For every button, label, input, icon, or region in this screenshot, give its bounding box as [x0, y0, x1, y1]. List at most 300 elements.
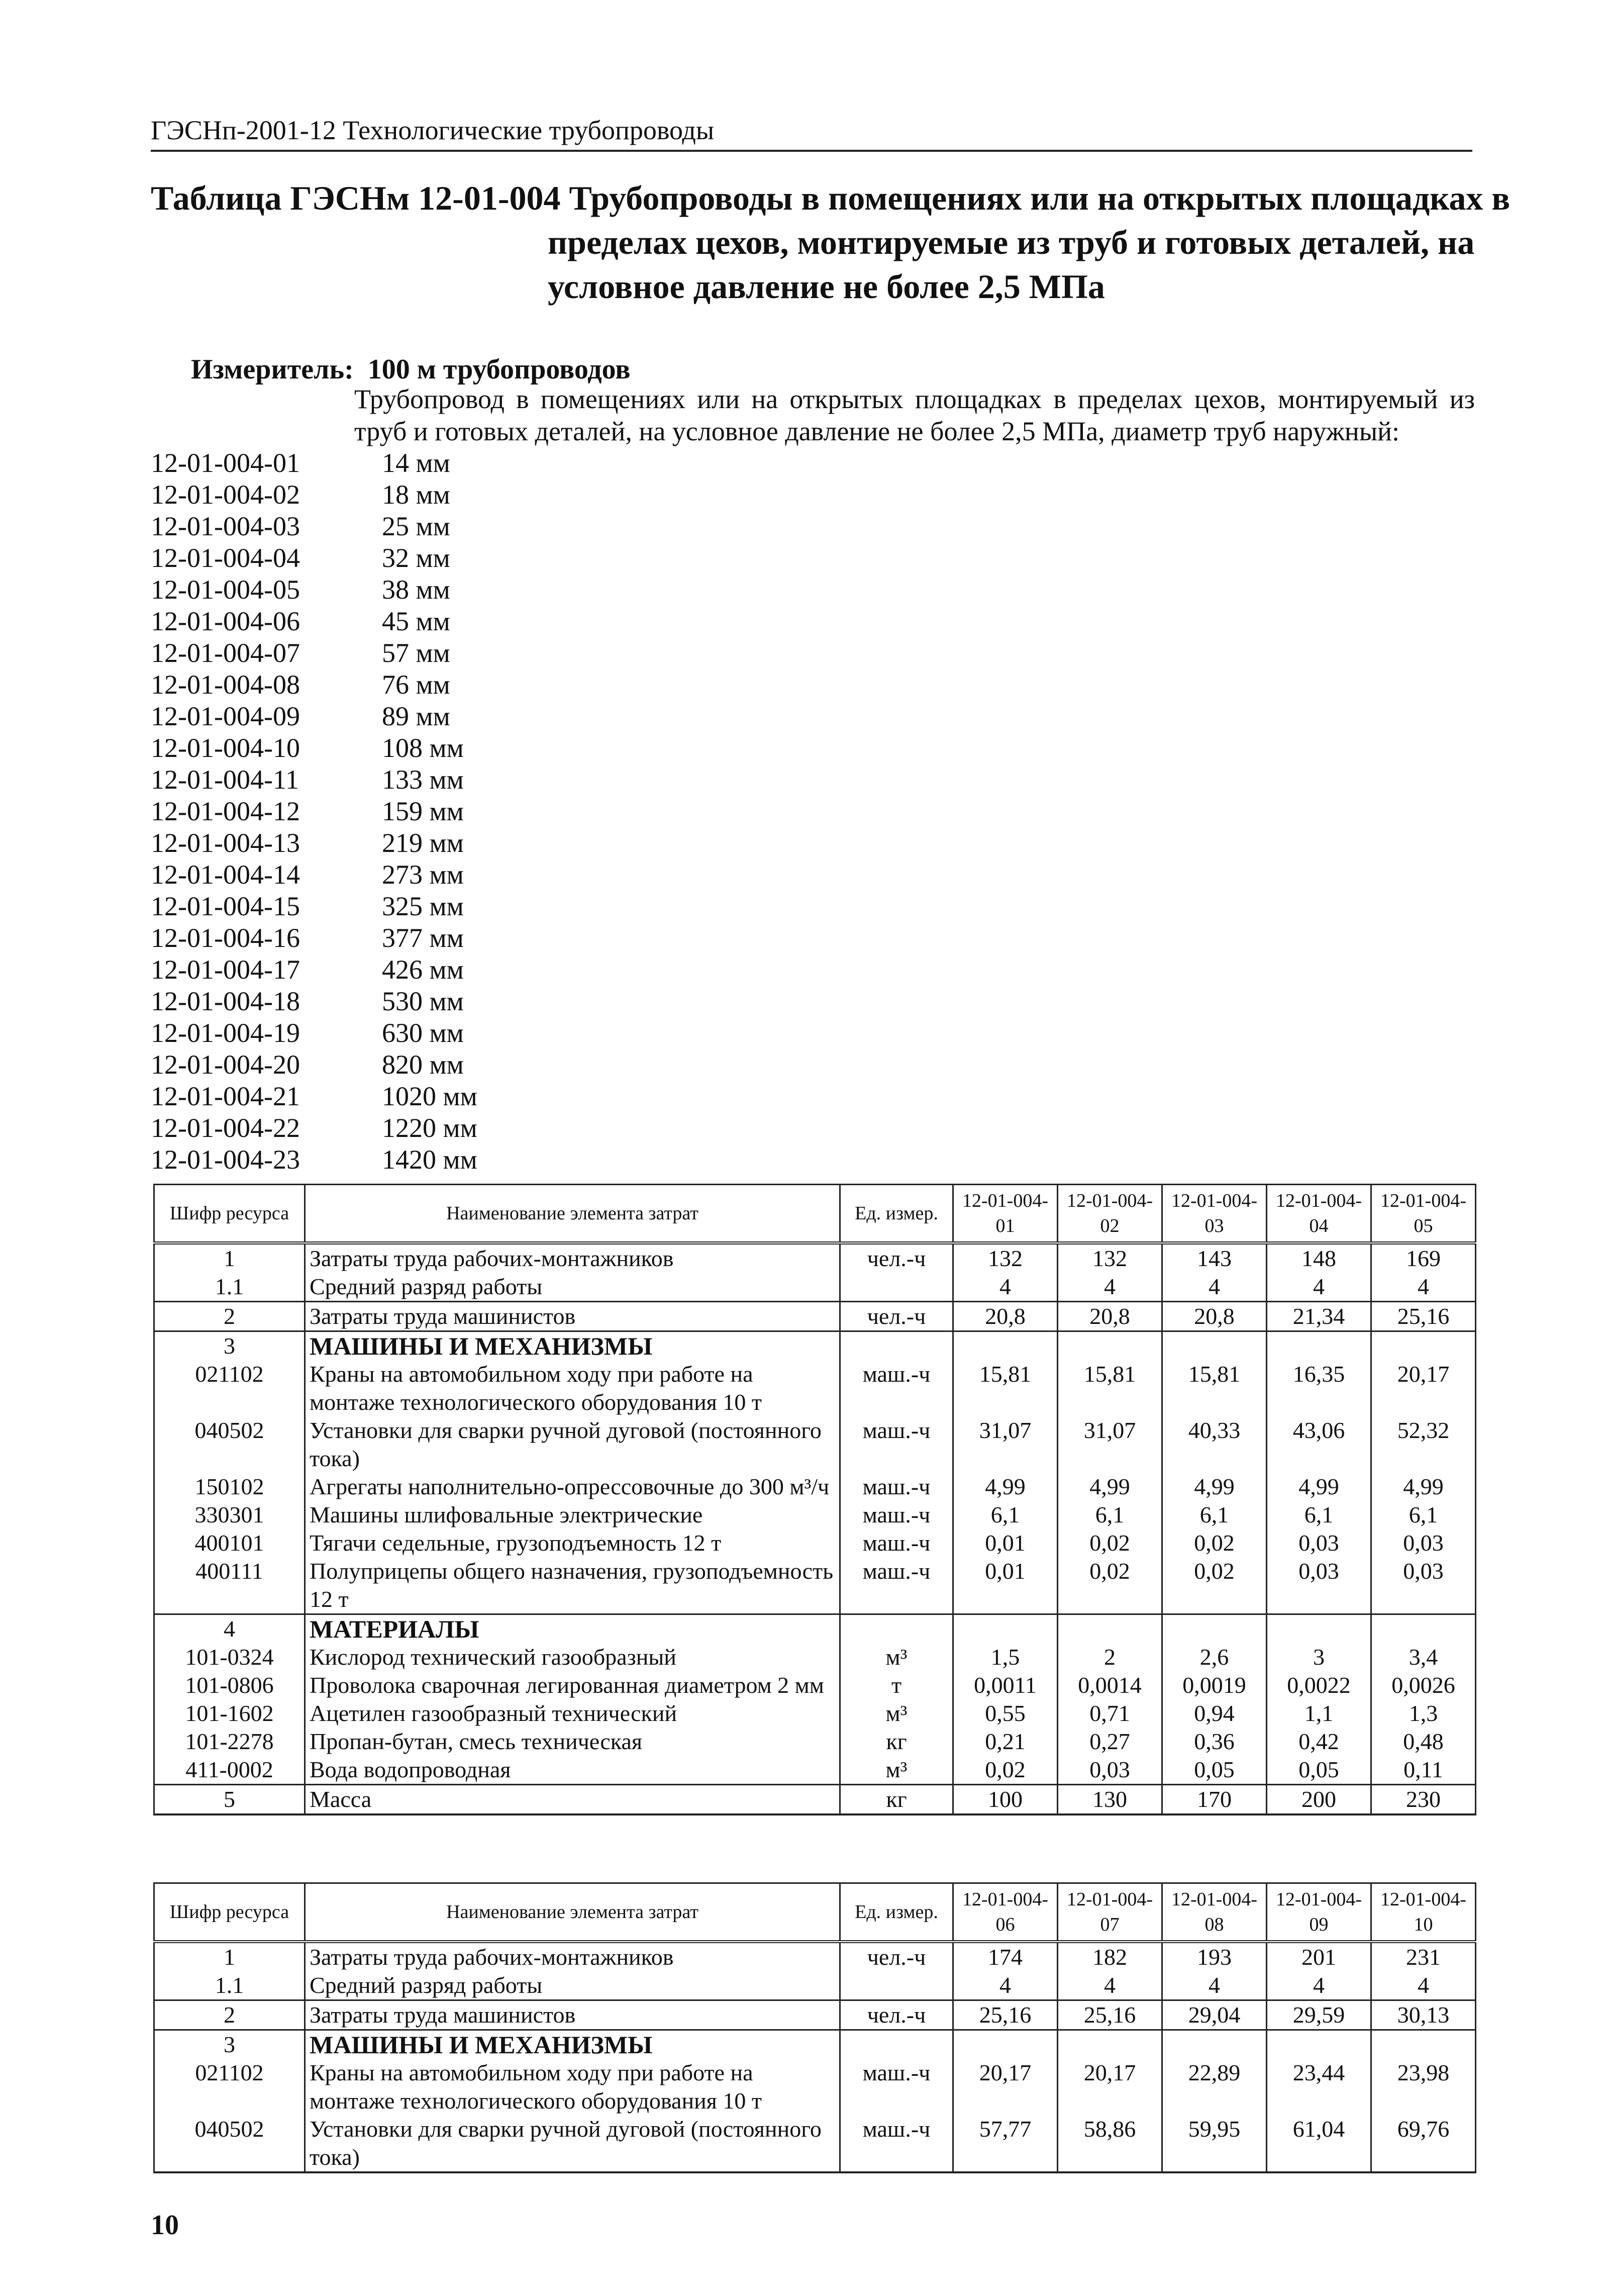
- code-list-item: [151, 1081, 653, 1112]
- resource-code: 2: [154, 1302, 305, 1331]
- code-list-item: [151, 859, 653, 891]
- unit: кг: [840, 1785, 953, 1815]
- cost-element-name: Агрегаты наполнительно-опрессовочные до 300 м³/ч: [305, 1473, 840, 1501]
- cost-element-name: Средний разряд работы: [305, 1273, 840, 1302]
- pipe-diameter: 273 мм: [382, 859, 464, 890]
- value-cell: 0,42: [1267, 1728, 1371, 1756]
- code-list-item: [151, 479, 653, 511]
- norm-code: 12-01-004-21: [151, 1081, 300, 1111]
- header-column: 12-01-004-10: [1371, 1883, 1476, 1942]
- resource-code: 021102: [154, 2059, 305, 2115]
- cost-table-1: [153, 1184, 1476, 1815]
- value-cell: 0,05: [1267, 1756, 1371, 1785]
- resource-code: 2: [154, 2000, 305, 2030]
- resource-code: 330301: [154, 1501, 305, 1529]
- value-cell: 59,95: [1162, 2115, 1267, 2172]
- value-cell: 0,01: [953, 1557, 1058, 1614]
- resource-code: 400101: [154, 1529, 305, 1557]
- cost-element-name: Тягачи седельные, грузоподъемность 12 т: [305, 1529, 840, 1557]
- resource-code: 040502: [154, 1416, 305, 1473]
- table-row: [154, 1416, 1476, 1473]
- value-cell: 20,8: [1162, 1302, 1267, 1331]
- value-cell: 1,3: [1371, 1699, 1476, 1728]
- table-row: [154, 1756, 1476, 1785]
- code-list-item: [151, 1017, 653, 1049]
- value-cell: 0,02: [1058, 1557, 1162, 1614]
- table-row: [154, 1699, 1476, 1728]
- value-cell: 3: [1267, 1643, 1371, 1671]
- cost-element-name: Вода водопроводная: [305, 1756, 840, 1785]
- code-list-item: [151, 701, 653, 732]
- norm-code: 12-01-004-16: [151, 923, 300, 953]
- code-list-item: [151, 637, 653, 669]
- norm-code: 12-01-004-19: [151, 1018, 300, 1048]
- value-cell: 0,71: [1058, 1699, 1162, 1728]
- value-cell: 25,16: [1058, 2000, 1162, 2030]
- value-cell: [1162, 1614, 1267, 1644]
- value-cell: 4,99: [1058, 1473, 1162, 1501]
- value-cell: 20,17: [953, 2059, 1058, 2115]
- table-row: [154, 2115, 1476, 2172]
- value-cell: 6,1: [1058, 1501, 1162, 1529]
- value-cell: [1267, 2030, 1371, 2059]
- value-cell: 0,48: [1371, 1728, 1476, 1756]
- norm-code: 12-01-004-05: [151, 575, 300, 605]
- value-cell: 20,8: [1058, 1302, 1162, 1331]
- norm-code-list: [151, 447, 653, 1176]
- unit: чел.-ч: [840, 1243, 953, 1273]
- meter-label: Измеритель:: [191, 354, 354, 385]
- value-cell: 15,81: [953, 1360, 1058, 1416]
- value-cell: 0,01: [953, 1529, 1058, 1557]
- code-list-item: [151, 954, 653, 986]
- code-list-item: [151, 922, 653, 954]
- meter: [191, 352, 630, 387]
- header-column: 12-01-004-04: [1267, 1185, 1371, 1243]
- value-cell: [953, 2030, 1058, 2059]
- value-cell: 0,94: [1162, 1699, 1267, 1728]
- cost-element-name: Затраты труда рабочих-монтажников: [305, 1243, 840, 1273]
- norm-code: 12-01-004-07: [151, 638, 300, 668]
- resource-code: 5: [154, 1785, 305, 1815]
- norm-code: 12-01-004-01: [151, 448, 300, 478]
- header-column: 12-01-004-09: [1267, 1883, 1371, 1942]
- table-title-label: Таблица ГЭСНм 12-01-004: [151, 179, 561, 217]
- table-row: [154, 1331, 1476, 1361]
- cost-element-name: Полуприцепы общего назначения, грузоподъемность 12 т: [305, 1557, 840, 1614]
- code-list-item: [151, 1112, 653, 1144]
- table-row: [154, 1243, 1476, 1273]
- value-cell: 16,35: [1267, 1360, 1371, 1416]
- pipe-diameter: 133 мм: [382, 764, 464, 795]
- value-cell: 0,55: [953, 1699, 1058, 1728]
- resource-code: 3: [154, 2030, 305, 2059]
- table-title-line-2: пределах цехов, монтируемые из труб и готовых деталей, на: [548, 223, 1475, 261]
- resource-code: 400111: [154, 1557, 305, 1614]
- unit: [840, 2030, 953, 2059]
- value-cell: 230: [1371, 1785, 1476, 1815]
- value-cell: [1267, 1331, 1371, 1361]
- table-row: [154, 1557, 1476, 1614]
- value-cell: 148: [1267, 1243, 1371, 1273]
- unit: маш.-ч: [840, 1360, 953, 1416]
- table-row: [154, 1360, 1476, 1416]
- value-cell: 0,02: [1162, 1557, 1267, 1614]
- unit: [840, 1273, 953, 1302]
- norm-code: 12-01-004-20: [151, 1049, 300, 1080]
- table-row: [154, 1728, 1476, 1756]
- table-row: [154, 1614, 1476, 1644]
- resource-code: 101-1602: [154, 1699, 305, 1728]
- running-header: ГЭСНп-2001-12 Технологические трубопроводы: [151, 114, 1472, 152]
- norm-code: 12-01-004-18: [151, 986, 300, 1016]
- value-cell: 132: [953, 1243, 1058, 1273]
- pipe-diameter: 630 мм: [382, 1018, 464, 1048]
- value-cell: 0,0022: [1267, 1671, 1371, 1699]
- unit: чел.-ч: [840, 2000, 953, 2030]
- norm-code: 12-01-004-13: [151, 828, 300, 858]
- pipe-diameter: 159 мм: [382, 796, 464, 826]
- value-cell: 4: [1267, 1971, 1371, 2000]
- norm-code: 12-01-004-02: [151, 480, 300, 510]
- value-cell: 143: [1162, 1243, 1267, 1273]
- pipe-diameter: 38 мм: [382, 575, 450, 605]
- value-cell: 193: [1162, 1942, 1267, 1971]
- unit: маш.-ч: [840, 1501, 953, 1529]
- resource-code: 040502: [154, 2115, 305, 2172]
- pipe-diameter: 1420 мм: [382, 1144, 477, 1175]
- value-cell: 22,89: [1162, 2059, 1267, 2115]
- value-cell: 15,81: [1162, 1360, 1267, 1416]
- code-list-item: [151, 796, 653, 827]
- value-cell: [1058, 1331, 1162, 1361]
- value-cell: [1162, 1331, 1267, 1361]
- cost-element-name: Кислород технический газообразный: [305, 1643, 840, 1671]
- norm-code: 12-01-004-10: [151, 733, 300, 763]
- unit: маш.-ч: [840, 1473, 953, 1501]
- value-cell: 4,99: [953, 1473, 1058, 1501]
- value-cell: 43,06: [1267, 1416, 1371, 1473]
- norm-code: 12-01-004-23: [151, 1144, 300, 1175]
- value-cell: 6,1: [1267, 1501, 1371, 1529]
- cost-element-name: Масса: [305, 1785, 840, 1815]
- value-cell: [1058, 2030, 1162, 2059]
- value-cell: 4,99: [1371, 1473, 1476, 1501]
- cost-element-name: Пропан-бутан, смесь техническая: [305, 1728, 840, 1756]
- unit: маш.-ч: [840, 2059, 953, 2115]
- value-cell: 0,0011: [953, 1671, 1058, 1699]
- code-list-item: [151, 764, 653, 796]
- value-cell: 58,86: [1058, 2115, 1162, 2172]
- resource-code: 1.1: [154, 1971, 305, 2000]
- value-cell: 0,05: [1162, 1756, 1267, 1785]
- table-title-line-1: Трубопроводы в помещениях или на открытых площадках в: [569, 179, 1511, 217]
- pipe-diameter: 426 мм: [382, 954, 464, 985]
- table-row: [154, 1302, 1476, 1331]
- value-cell: 20,17: [1058, 2059, 1162, 2115]
- cost-element-name: Затраты труда рабочих-монтажников: [305, 1942, 840, 1971]
- cost-element-name: Затраты труда машинистов: [305, 1302, 840, 1331]
- table-row: [154, 1501, 1476, 1529]
- value-cell: [953, 1614, 1058, 1644]
- header-name: Наименование элемента затрат: [305, 1185, 840, 1243]
- code-list-item: [151, 606, 653, 637]
- norm-code: 12-01-004-22: [151, 1113, 300, 1143]
- table-row: [154, 1529, 1476, 1557]
- code-list-item: [151, 669, 653, 701]
- value-cell: 69,76: [1371, 2115, 1476, 2172]
- value-cell: 0,02: [1162, 1529, 1267, 1557]
- pipe-diameter: 1020 мм: [382, 1081, 477, 1111]
- norm-code: 12-01-004-03: [151, 511, 300, 541]
- norm-code: 12-01-004-14: [151, 859, 300, 890]
- value-cell: 4: [1371, 1273, 1476, 1302]
- unit: м³: [840, 1756, 953, 1785]
- pipe-diameter: 76 мм: [382, 669, 450, 700]
- code-list-item: [151, 1144, 653, 1176]
- table-row: [154, 1643, 1476, 1671]
- value-cell: 4: [1267, 1273, 1371, 1302]
- value-cell: 182: [1058, 1942, 1162, 1971]
- table-header-row: [154, 1185, 1476, 1243]
- value-cell: 6,1: [1162, 1501, 1267, 1529]
- unit: маш.-ч: [840, 2115, 953, 2172]
- value-cell: [1058, 1614, 1162, 1644]
- header-column: 12-01-004-08: [1162, 1883, 1267, 1942]
- pipe-diameter: 219 мм: [382, 828, 464, 858]
- value-cell: 0,36: [1162, 1728, 1267, 1756]
- value-cell: 4: [953, 1273, 1058, 1302]
- pipe-diameter: 820 мм: [382, 1049, 464, 1080]
- value-cell: 0,03: [1267, 1529, 1371, 1557]
- pipe-diameter: 32 мм: [382, 543, 450, 573]
- pipe-diameter: 25 мм: [382, 511, 450, 541]
- value-cell: 57,77: [953, 2115, 1058, 2172]
- norm-code: 12-01-004-11: [151, 764, 299, 795]
- value-cell: 61,04: [1267, 2115, 1371, 2172]
- header-column: 12-01-004-02: [1058, 1185, 1162, 1243]
- value-cell: 3,4: [1371, 1643, 1476, 1671]
- code-list-item: [151, 447, 653, 479]
- pipe-diameter: 325 мм: [382, 891, 464, 921]
- page-number: 10: [151, 2210, 179, 2241]
- meter-value: 100 м трубопроводов: [367, 354, 631, 385]
- header-unit: Ед. измер.: [840, 1883, 953, 1942]
- value-cell: 23,98: [1371, 2059, 1476, 2115]
- header-unit: Ед. измер.: [840, 1185, 953, 1243]
- value-cell: 0,02: [1058, 1529, 1162, 1557]
- value-cell: 169: [1371, 1243, 1476, 1273]
- value-cell: 0,02: [953, 1756, 1058, 1785]
- table-row: [154, 1671, 1476, 1699]
- table-title-line-3: условное давление не более 2,5 МПа: [548, 267, 1105, 306]
- resource-code: 1: [154, 1243, 305, 1273]
- code-list-item: [151, 542, 653, 574]
- resource-code: 1.1: [154, 1273, 305, 1302]
- resource-code: 101-0324: [154, 1643, 305, 1671]
- value-cell: 201: [1267, 1942, 1371, 1971]
- value-cell: 4: [1058, 1971, 1162, 2000]
- table-row: [154, 1473, 1476, 1501]
- value-cell: [1267, 1614, 1371, 1644]
- code-list-item: [151, 574, 653, 606]
- norm-code: 12-01-004-08: [151, 669, 300, 700]
- pipe-diameter: 89 мм: [382, 701, 450, 731]
- header-code: Шифр ресурса: [154, 1185, 305, 1243]
- code-list-item: [151, 827, 653, 859]
- header-name: Наименование элемента затрат: [305, 1883, 840, 1942]
- value-cell: 0,27: [1058, 1728, 1162, 1756]
- resource-code: 4: [154, 1614, 305, 1644]
- value-cell: 100: [953, 1785, 1058, 1815]
- cost-element-name: МАШИНЫ И МЕХАНИЗМЫ: [305, 1331, 840, 1361]
- unit: чел.-ч: [840, 1302, 953, 1331]
- value-cell: 1,5: [953, 1643, 1058, 1671]
- norm-code: 12-01-004-06: [151, 606, 300, 636]
- value-cell: 4: [953, 1971, 1058, 2000]
- pipe-diameter: 18 мм: [382, 480, 450, 510]
- value-cell: 40,33: [1162, 1416, 1267, 1473]
- value-cell: 29,04: [1162, 2000, 1267, 2030]
- value-cell: 4: [1058, 1273, 1162, 1302]
- value-cell: 25,16: [953, 2000, 1058, 2030]
- unit: чел.-ч: [840, 1942, 953, 1971]
- table-row: [154, 1273, 1476, 1302]
- unit: [840, 1614, 953, 1644]
- cost-element-name: Затраты труда машинистов: [305, 2000, 840, 2030]
- code-list-item: [151, 732, 653, 764]
- value-cell: 0,21: [953, 1728, 1058, 1756]
- header-code: Шифр ресурса: [154, 1883, 305, 1942]
- unit: м³: [840, 1643, 953, 1671]
- value-cell: 21,34: [1267, 1302, 1371, 1331]
- table-header-row: [154, 1883, 1476, 1942]
- value-cell: 31,07: [953, 1416, 1058, 1473]
- cost-element-name: Проволока сварочная легированная диаметром 2 мм: [305, 1671, 840, 1699]
- norm-code: 12-01-004-15: [151, 891, 300, 921]
- pipe-diameter: 45 мм: [382, 606, 450, 636]
- cost-table-2: [153, 1882, 1476, 2173]
- resource-code: 411-0002: [154, 1756, 305, 1785]
- code-list-item: [151, 1049, 653, 1081]
- pipe-diameter: 57 мм: [382, 638, 450, 668]
- norm-code: 12-01-004-17: [151, 954, 300, 985]
- value-cell: 4: [1371, 1971, 1476, 2000]
- pipe-diameter: 530 мм: [382, 986, 464, 1016]
- pipe-diameter: 377 мм: [382, 923, 464, 953]
- value-cell: 0,0014: [1058, 1671, 1162, 1699]
- value-cell: 30,13: [1371, 2000, 1476, 2030]
- code-list-item: [151, 891, 653, 922]
- unit: кг: [840, 1728, 953, 1756]
- header-column: 12-01-004-01: [953, 1185, 1058, 1243]
- header-column: 12-01-004-03: [1162, 1185, 1267, 1243]
- unit: [840, 1331, 953, 1361]
- header-column: 12-01-004-07: [1058, 1883, 1162, 1942]
- unit: [840, 1971, 953, 2000]
- header-column: 12-01-004-06: [953, 1883, 1058, 1942]
- value-cell: 231: [1371, 1942, 1476, 1971]
- value-cell: 23,44: [1267, 2059, 1371, 2115]
- value-cell: 4: [1162, 1273, 1267, 1302]
- unit: м³: [840, 1699, 953, 1728]
- unit: т: [840, 1671, 953, 1699]
- value-cell: 31,07: [1058, 1416, 1162, 1473]
- value-cell: 130: [1058, 1785, 1162, 1815]
- value-cell: 4: [1162, 1971, 1267, 2000]
- resource-code: 021102: [154, 1360, 305, 1416]
- header-column: 12-01-004-05: [1371, 1185, 1476, 1243]
- unit: маш.-ч: [840, 1529, 953, 1557]
- resource-code: 1: [154, 1942, 305, 1971]
- norm-code: 12-01-004-12: [151, 796, 300, 826]
- value-cell: 4,99: [1162, 1473, 1267, 1501]
- code-list-item: [151, 511, 653, 542]
- cost-element-name: Краны на автомобильном ходу при работе на монтаже технологического оборудования 10 т: [305, 2059, 840, 2115]
- resource-code: 3: [154, 1331, 305, 1361]
- cost-element-name: Машины шлифовальные электрические: [305, 1501, 840, 1529]
- cost-element-name: МАТЕРИАЛЫ: [305, 1614, 840, 1644]
- value-cell: 25,16: [1371, 1302, 1476, 1331]
- value-cell: [1371, 1331, 1476, 1361]
- norm-code: 12-01-004-04: [151, 543, 300, 573]
- value-cell: 0,0019: [1162, 1671, 1267, 1699]
- pipe-diameter: 1220 мм: [382, 1113, 477, 1143]
- pipe-diameter: 14 мм: [382, 448, 450, 478]
- table-row: [154, 2000, 1476, 2030]
- value-cell: 0,03: [1058, 1756, 1162, 1785]
- table-row: [154, 1971, 1476, 2000]
- value-cell: 4,99: [1267, 1473, 1371, 1501]
- unit: маш.-ч: [840, 1557, 953, 1614]
- value-cell: 2: [1058, 1643, 1162, 1671]
- value-cell: 1,1: [1267, 1699, 1371, 1728]
- value-cell: 174: [953, 1942, 1058, 1971]
- value-cell: [953, 1331, 1058, 1361]
- value-cell: 20,8: [953, 1302, 1058, 1331]
- value-cell: [1371, 2030, 1476, 2059]
- cost-element-name: Краны на автомобильном ходу при работе на монтаже технологического оборудования 10 т: [305, 1360, 840, 1416]
- value-cell: [1371, 1614, 1476, 1644]
- value-cell: 20,17: [1371, 1360, 1476, 1416]
- code-list-item: [151, 986, 653, 1017]
- value-cell: 6,1: [1371, 1501, 1476, 1529]
- pipe-diameter: 108 мм: [382, 733, 464, 763]
- cost-element-name: Установки для сварки ручной дуговой (постоянного тока): [305, 2115, 840, 2172]
- resource-code: 101-2278: [154, 1728, 305, 1756]
- value-cell: 0,0026: [1371, 1671, 1476, 1699]
- cost-element-name: Установки для сварки ручной дуговой (постоянного тока): [305, 1416, 840, 1473]
- value-cell: 6,1: [953, 1501, 1058, 1529]
- value-cell: 29,59: [1267, 2000, 1371, 2030]
- table-row: [154, 2030, 1476, 2059]
- norm-code: 12-01-004-09: [151, 701, 300, 731]
- value-cell: 170: [1162, 1785, 1267, 1815]
- value-cell: 0,03: [1267, 1557, 1371, 1614]
- cost-element-name: Ацетилен газообразный технический: [305, 1699, 840, 1728]
- value-cell: 0,03: [1371, 1529, 1476, 1557]
- value-cell: 15,81: [1058, 1360, 1162, 1416]
- table-row: [154, 2059, 1476, 2115]
- table-row: [154, 1785, 1476, 1815]
- value-cell: 200: [1267, 1785, 1371, 1815]
- description: Трубопровод в помещениях или на открытых площадках в пределах цехов, монтируемый из труб и готовых деталей, на условное давление не более 2,5 МПа, диаметр труб наружный:: [354, 384, 1475, 446]
- value-cell: 0,11: [1371, 1756, 1476, 1785]
- value-cell: [1162, 2030, 1267, 2059]
- value-cell: 0,03: [1371, 1557, 1476, 1614]
- resource-code: 150102: [154, 1473, 305, 1501]
- value-cell: 2,6: [1162, 1643, 1267, 1671]
